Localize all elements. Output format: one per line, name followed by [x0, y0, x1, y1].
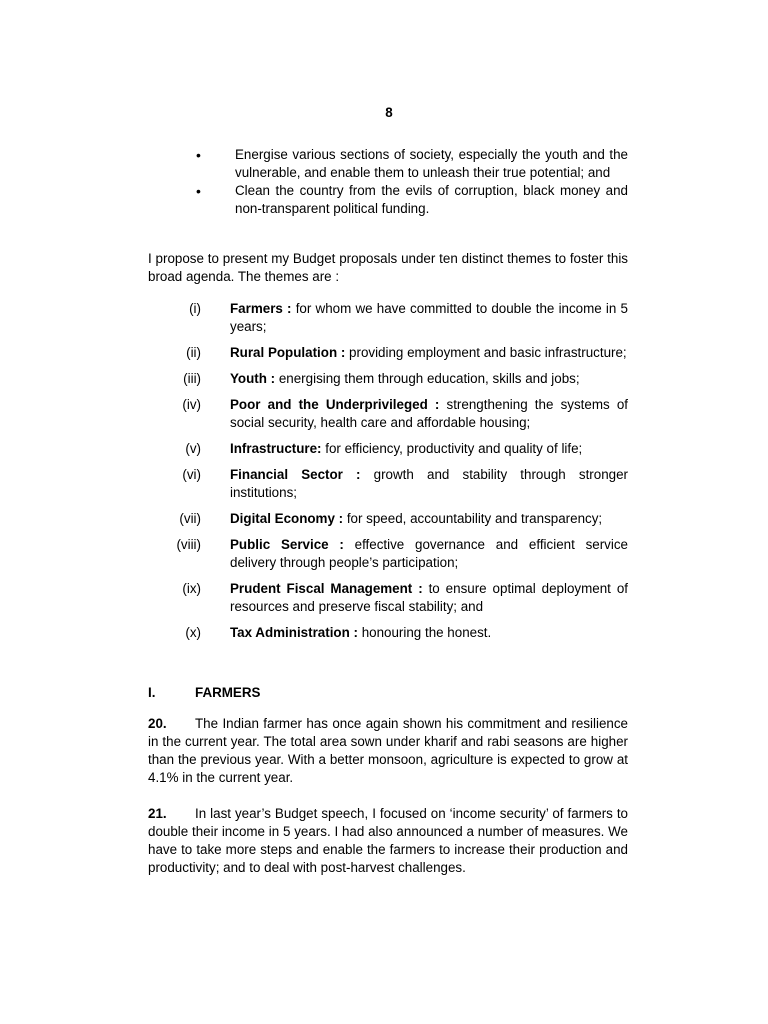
- section-title: FARMERS: [195, 685, 261, 700]
- theme-number: (iii): [183, 371, 201, 386]
- theme-title: Youth :: [230, 371, 276, 386]
- theme-desc: providing employment and basic infrastructure;: [345, 345, 627, 360]
- theme-item: [148, 510, 628, 528]
- theme-number: (vii): [179, 511, 201, 526]
- section-number: I.: [148, 685, 156, 700]
- theme-title: Rural Population :: [230, 345, 346, 360]
- paragraph-text: In last year’s Budget speech, I focused on ‘income security’ of farmers to double their income in 5 years. I had also announced a number of measures. We have to take more steps and enable the farmers to increase their production and productivity; and to deal with post-harvest challenges.: [148, 806, 628, 875]
- theme-title: Infrastructure:: [230, 441, 322, 456]
- theme-text: [230, 580, 628, 616]
- theme-desc: for whom we have committed to double the income in 5 years;: [230, 301, 629, 334]
- bullet-icon: •: [196, 147, 201, 163]
- theme-title: Financial Sector :: [230, 467, 361, 482]
- theme-title: Farmers :: [230, 301, 292, 316]
- paragraph-number: 21.: [148, 806, 167, 821]
- page-number: 8: [385, 105, 393, 120]
- paragraph-number: 20.: [148, 716, 167, 731]
- theme-desc: to ensure optimal deployment of resources and preserve fiscal stability; and: [230, 581, 628, 614]
- theme-desc: strengthening the systems of social security, health care and affordable housing;: [230, 397, 628, 430]
- bullet-text: Clean the country from the evils of corruption, black money and non-transparent political funding.: [235, 183, 628, 216]
- theme-desc: honouring the honest.: [357, 625, 492, 640]
- theme-text: [230, 344, 628, 362]
- theme-item: [148, 466, 628, 502]
- bullet-item: [148, 182, 628, 218]
- theme-item: [148, 580, 628, 616]
- section-heading: [148, 684, 260, 702]
- theme-text: [230, 624, 628, 642]
- theme-desc: growth and stability through stronger institutions;: [230, 467, 629, 500]
- theme-number: (i): [189, 301, 201, 316]
- theme-desc: for efficiency, productivity and quality of life;: [321, 441, 583, 456]
- theme-desc: effective governance and efficient service delivery through people’s participation;: [230, 537, 628, 570]
- theme-item: [148, 396, 628, 432]
- theme-title: Digital Economy :: [230, 511, 344, 526]
- theme-text: [230, 536, 628, 572]
- theme-item: [148, 536, 628, 572]
- theme-title: Public Service :: [230, 537, 344, 552]
- bullet-text: Energise various sections of society, especially the youth and the vulnerable, and enable them to unleash their true potential; and: [235, 147, 628, 180]
- bullet-icon: •: [196, 183, 201, 199]
- theme-text: [230, 466, 628, 502]
- theme-number: (v): [185, 441, 201, 456]
- theme-number: (vi): [182, 467, 201, 482]
- theme-number: (ii): [186, 345, 201, 360]
- themes-list: [148, 300, 628, 642]
- paragraph-text: The Indian farmer has once again shown his commitment and resilience in the current year. The total area sown under kharif and rabi seasons are higher than the previous year. With a better monsoon, agriculture is expected to grow at 4.1% in the current year.: [148, 716, 628, 785]
- theme-title: Prudent Fiscal Management :: [230, 581, 423, 596]
- theme-number: (x): [185, 625, 201, 640]
- theme-text: [230, 300, 628, 336]
- theme-text: [230, 396, 628, 432]
- theme-desc: energising them through education, skills and jobs;: [275, 371, 580, 386]
- theme-desc: for speed, accountability and transparency;: [343, 511, 603, 526]
- theme-number: (iv): [182, 397, 201, 412]
- paragraph-20: [148, 715, 628, 787]
- theme-text: [230, 510, 628, 528]
- bullet-list: [148, 146, 628, 218]
- theme-item: [148, 624, 628, 642]
- theme-text: [230, 440, 628, 458]
- theme-item: [148, 300, 628, 336]
- theme-title: Tax Administration :: [230, 625, 358, 640]
- theme-title: Poor and the Underprivileged :: [230, 397, 440, 412]
- theme-item: [148, 344, 628, 362]
- bullet-item: [148, 146, 628, 182]
- intro-paragraph: I propose to present my Budget proposals under ten distinct themes to foster this broad agenda. The themes are :: [148, 251, 628, 284]
- theme-number: (ix): [182, 581, 201, 596]
- paragraph-21: [148, 805, 628, 877]
- theme-text: [230, 370, 628, 388]
- theme-number: (viii): [176, 537, 201, 552]
- theme-item: [148, 370, 628, 388]
- theme-item: [148, 440, 628, 458]
